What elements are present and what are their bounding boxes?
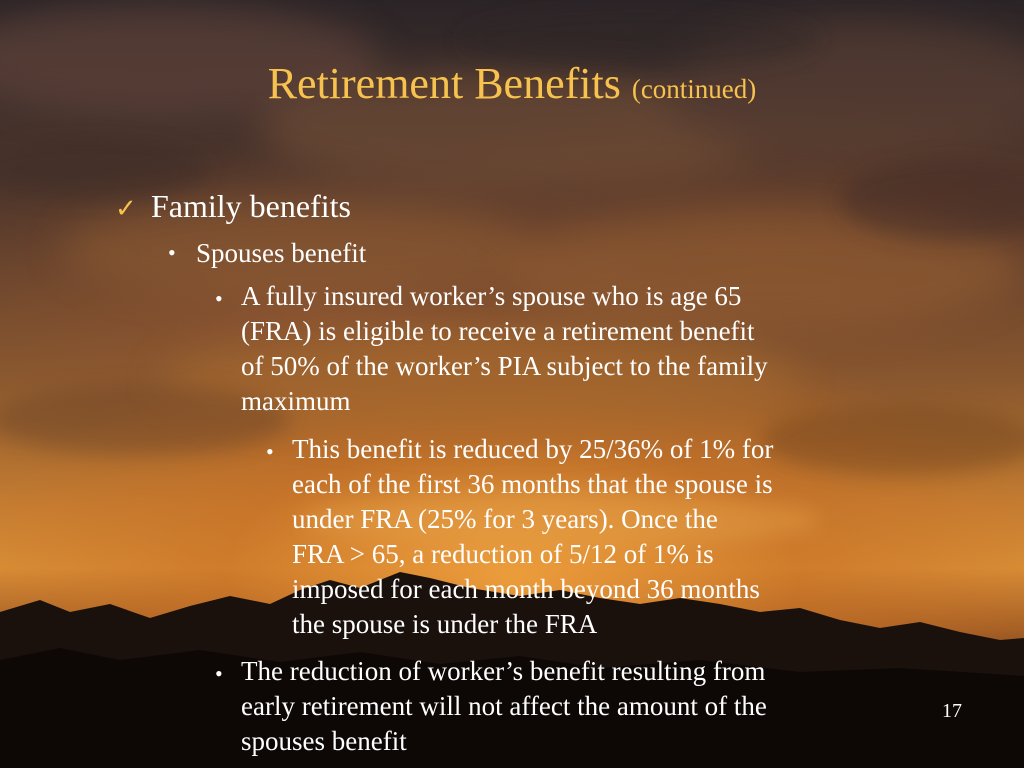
bullet-dot-icon: • <box>215 286 223 311</box>
text-line: imposed for each month beyond 36 months <box>292 574 760 604</box>
text-line: The reduction of worker’s benefit resulting from <box>241 656 766 686</box>
bullet-level1-family-benefits <box>115 186 351 229</box>
bullet-level2-spouses-benefit <box>168 236 366 270</box>
bullet-level3-early-retirement <box>215 654 931 759</box>
text-line: (FRA) is eligible to receive a retirement benefit <box>241 316 755 346</box>
text-line: A fully insured worker’s spouse who is age 65 <box>241 281 742 311</box>
text-line: spouses benefit <box>241 726 407 756</box>
bullet-level2-label: Spouses benefit <box>196 238 367 268</box>
text-line: of 50% of the worker’s PIA subject to the family <box>241 351 768 381</box>
text-line: FRA > 65, a reduction of 5/12 of 1% is <box>292 539 714 569</box>
title-main: Retirement Benefits <box>267 59 621 108</box>
text-line: maximum <box>241 386 351 416</box>
bullet-dot-icon: • <box>168 240 176 265</box>
text-line: under FRA (25% for 3 years). Once the <box>292 504 718 534</box>
checkmark-icon: ✓ <box>115 194 137 224</box>
bullet-level4-reduction <box>266 432 932 642</box>
bullet-dot-icon: • <box>266 439 274 464</box>
text-line: This benefit is reduced by 25/36% of 1% for <box>292 434 774 464</box>
title-subtitle: (continued) <box>631 74 757 104</box>
page-number: 17 <box>942 700 962 722</box>
text-line: early retirement will not affect the amount of the <box>241 691 767 721</box>
text-line: each of the first 36 months that the spouse is <box>292 469 773 499</box>
bullet-level1-label: Family benefits <box>151 188 351 224</box>
bullet-level3-eligibility <box>215 279 931 419</box>
text-line: the spouse is under the FRA <box>292 609 598 639</box>
bullet-dot-icon: • <box>215 661 223 686</box>
